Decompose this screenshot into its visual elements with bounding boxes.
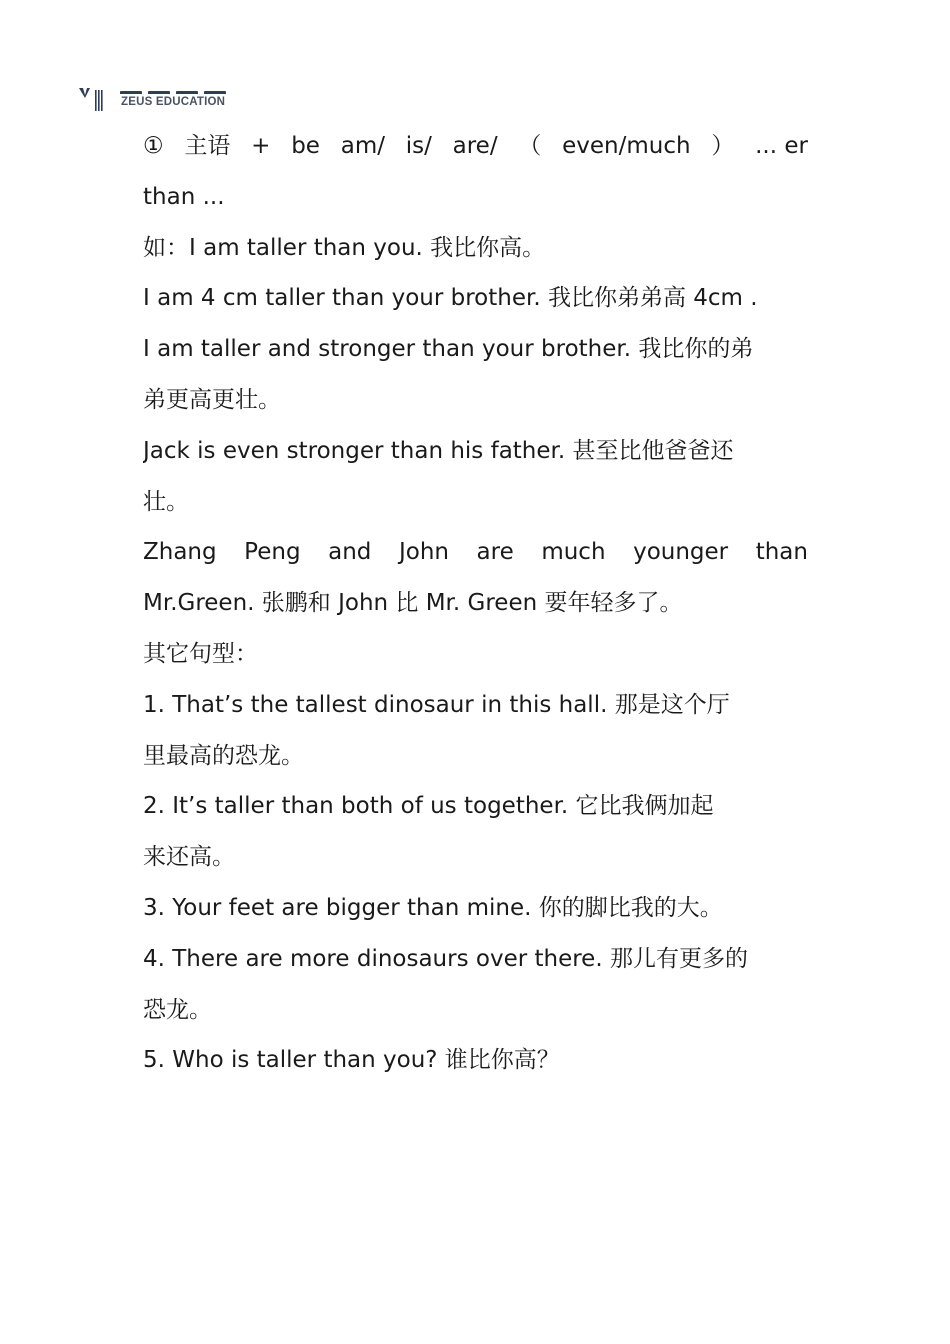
example-line: 如：I am taller than you. 我比你高。 xyxy=(143,234,546,261)
logo-text: ZEUS EDUCATION xyxy=(121,96,226,108)
example-line: Mr.Green. 张鹏和 John 比 Mr. Green 要年轻多了。 xyxy=(143,590,683,617)
sentence-pattern-line: 里最高的恐龙。 xyxy=(143,742,304,769)
section-heading: 其它句型： xyxy=(143,640,258,667)
sentence-pattern-line: 3. Your feet are bigger than mine. 你的脚比我的大。 xyxy=(143,894,723,921)
rule-token: 主语 xyxy=(184,133,231,159)
zeus-logo-icon xyxy=(78,86,106,112)
sentence-pattern-line: 5. Who is taller than you? 谁比你高？ xyxy=(143,1047,560,1074)
example-line: 弟更高更壮。 xyxy=(143,386,281,413)
example-line: Jack is even stronger than his father. 甚至比他爸爸还 xyxy=(143,437,734,464)
sentence-pattern-line: 2. It’s taller than both of us together. 它比我俩加起 xyxy=(143,793,714,820)
word: are xyxy=(476,539,514,566)
word: than xyxy=(755,539,808,566)
rule-token: are/ xyxy=(452,133,498,159)
text-line: than ... xyxy=(143,183,225,210)
word: younger xyxy=(633,539,729,566)
sentence-pattern-line: 恐龙。 xyxy=(143,996,212,1023)
rule-token: ） xyxy=(711,133,735,159)
word: Peng xyxy=(244,539,301,566)
sentence-pattern-line: 来还高。 xyxy=(143,844,235,871)
example-line xyxy=(143,527,808,578)
logo-chinese-mark xyxy=(120,84,238,94)
rule-token: （ xyxy=(518,133,542,159)
rule-token: + xyxy=(251,133,271,159)
document-body xyxy=(143,121,808,1086)
example-line: 壮。 xyxy=(143,488,189,515)
grammar-rule-line xyxy=(143,121,808,172)
rule-token: be xyxy=(291,133,320,159)
word: John xyxy=(398,539,449,566)
rule-token: even/much xyxy=(562,133,691,159)
example-line: I am 4 cm taller than your brother. 我比你弟弟高 4cm . xyxy=(143,285,758,312)
rule-token: is/ xyxy=(405,133,432,159)
rule-token: am/ xyxy=(340,133,385,159)
rule-token: ① xyxy=(143,133,164,159)
zeus-logo xyxy=(78,84,248,114)
word: Zhang xyxy=(143,539,217,566)
sentence-pattern-line: 4. There are more dinosaurs over there. 那儿有更多的 xyxy=(143,945,748,972)
word: and xyxy=(328,539,372,566)
word: much xyxy=(541,539,606,566)
sentence-pattern-line: 1. That’s the tallest dinosaur in this hall. 那是这个厅 xyxy=(143,691,730,718)
example-line: I am taller and stronger than your brother. 我比你的弟 xyxy=(143,336,754,363)
rule-token: ... er xyxy=(755,133,808,159)
